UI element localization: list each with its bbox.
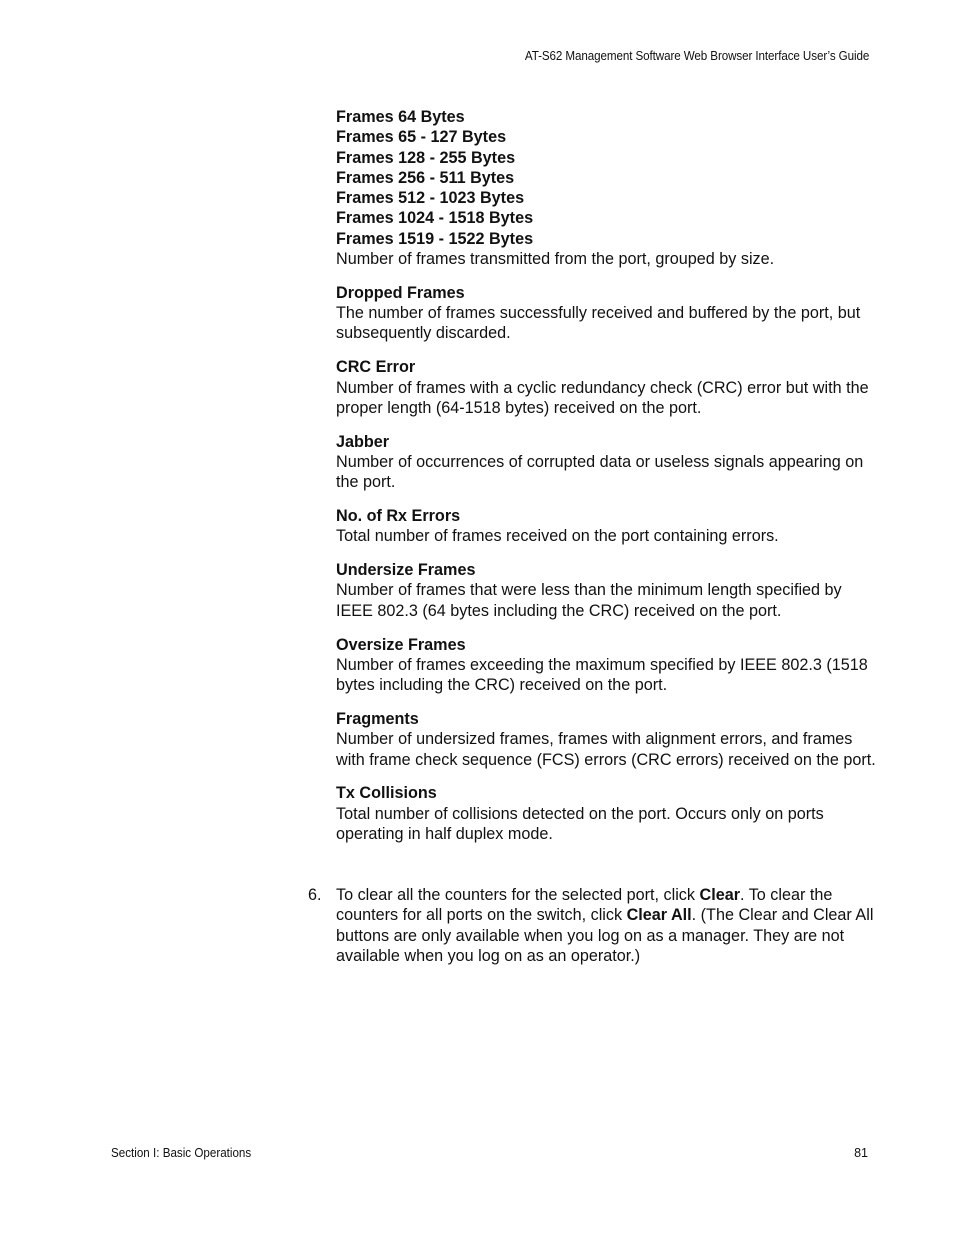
definition-rx-errors: [336, 506, 876, 547]
clear-button-reference: Clear: [699, 886, 740, 904]
definition-jabber: [336, 432, 876, 493]
counter-definitions: [336, 107, 876, 858]
footer-page-number: 81: [854, 1146, 868, 1160]
definition-title: Jabber: [336, 432, 390, 451]
frame-size-heading: Frames 1519 - 1522 Bytes: [336, 229, 534, 248]
frame-size-heading: Frames 512 - 1023 Bytes: [336, 189, 525, 208]
definition-title: CRC Error: [336, 358, 416, 377]
definition-description: Total number of frames received on the port containing errors.: [336, 527, 779, 546]
frame-size-description: Number of frames transmitted from the port, grouped by size.: [336, 250, 775, 269]
definition-description: Number of frames with a cyclic redundancy check (CRC) error but with the proper length (64-1518 bytes) received on the port.: [336, 378, 869, 417]
frame-size-heading: Frames 64 Bytes: [336, 108, 465, 126]
running-header-title: AT-S62 Management Software Web Browser Interface User’s Guide: [524, 49, 869, 63]
frame-size-heading: Frames 128 - 255 Bytes: [336, 148, 516, 167]
step-text-part: . (The Clear and Clear All buttons are only available when you log on as a manager. They are not available when you log on as an operator.): [336, 906, 874, 965]
frame-size-heading: Frames 256 - 511 Bytes: [336, 168, 515, 187]
frame-size-entry: [336, 107, 876, 269]
step-text-part: . To clear the counters for all ports on the switch, click: [336, 886, 833, 925]
step-number: 6.: [308, 886, 322, 904]
definition-title: Dropped Frames: [336, 283, 465, 302]
definition-title: Undersize Frames: [336, 561, 476, 580]
definition-undersize-frames: [336, 560, 876, 621]
definition-title: No. of Rx Errors: [336, 507, 461, 526]
definition-description: Number of occurrences of corrupted data or useless signals appearing on the port.: [336, 452, 864, 492]
frame-size-heading: Frames 1024 - 1518 Bytes: [336, 209, 534, 228]
definition-description: The number of frames successfully received and buffered by the port, but subsequently discarded.: [336, 304, 861, 343]
definition-oversize-frames: [336, 635, 876, 696]
definition-title: Tx Collisions: [336, 784, 437, 803]
step-text-part: To clear all the counters for the selected port, click: [336, 886, 700, 904]
definition-description: Number of frames exceeding the maximum specified by IEEE 802.3 (1518 bytes including the CRC) received on the port.: [336, 655, 868, 695]
definition-description: Number of undersized frames, frames with alignment errors, and frames with frame check sequence (FCS) errors (CRC errors) received on the port.: [336, 730, 876, 769]
definition-dropped-frames: [336, 283, 876, 344]
definition-title: Fragments: [336, 709, 419, 728]
definition-tx-collisions: [336, 783, 876, 844]
definition-description: Total number of collisions detected on the port. Occurs only on ports operating in half duplex mode.: [336, 804, 824, 843]
frame-size-heading: Frames 65 - 127 Bytes: [336, 128, 507, 147]
footer-section-title: Section I: Basic Operations: [111, 1146, 252, 1160]
clear-all-button-reference: Clear All: [626, 906, 692, 925]
procedure-step-6: [308, 885, 878, 966]
definition-description: Number of frames that were less than the minimum length specified by IEEE 802.3 (64 bytes including the CRC) received on the port.: [336, 581, 842, 620]
definition-fragments: [336, 709, 876, 770]
definition-title: Oversize Frames: [336, 635, 466, 654]
step-text: [336, 885, 878, 966]
definition-crc-error: [336, 357, 876, 418]
